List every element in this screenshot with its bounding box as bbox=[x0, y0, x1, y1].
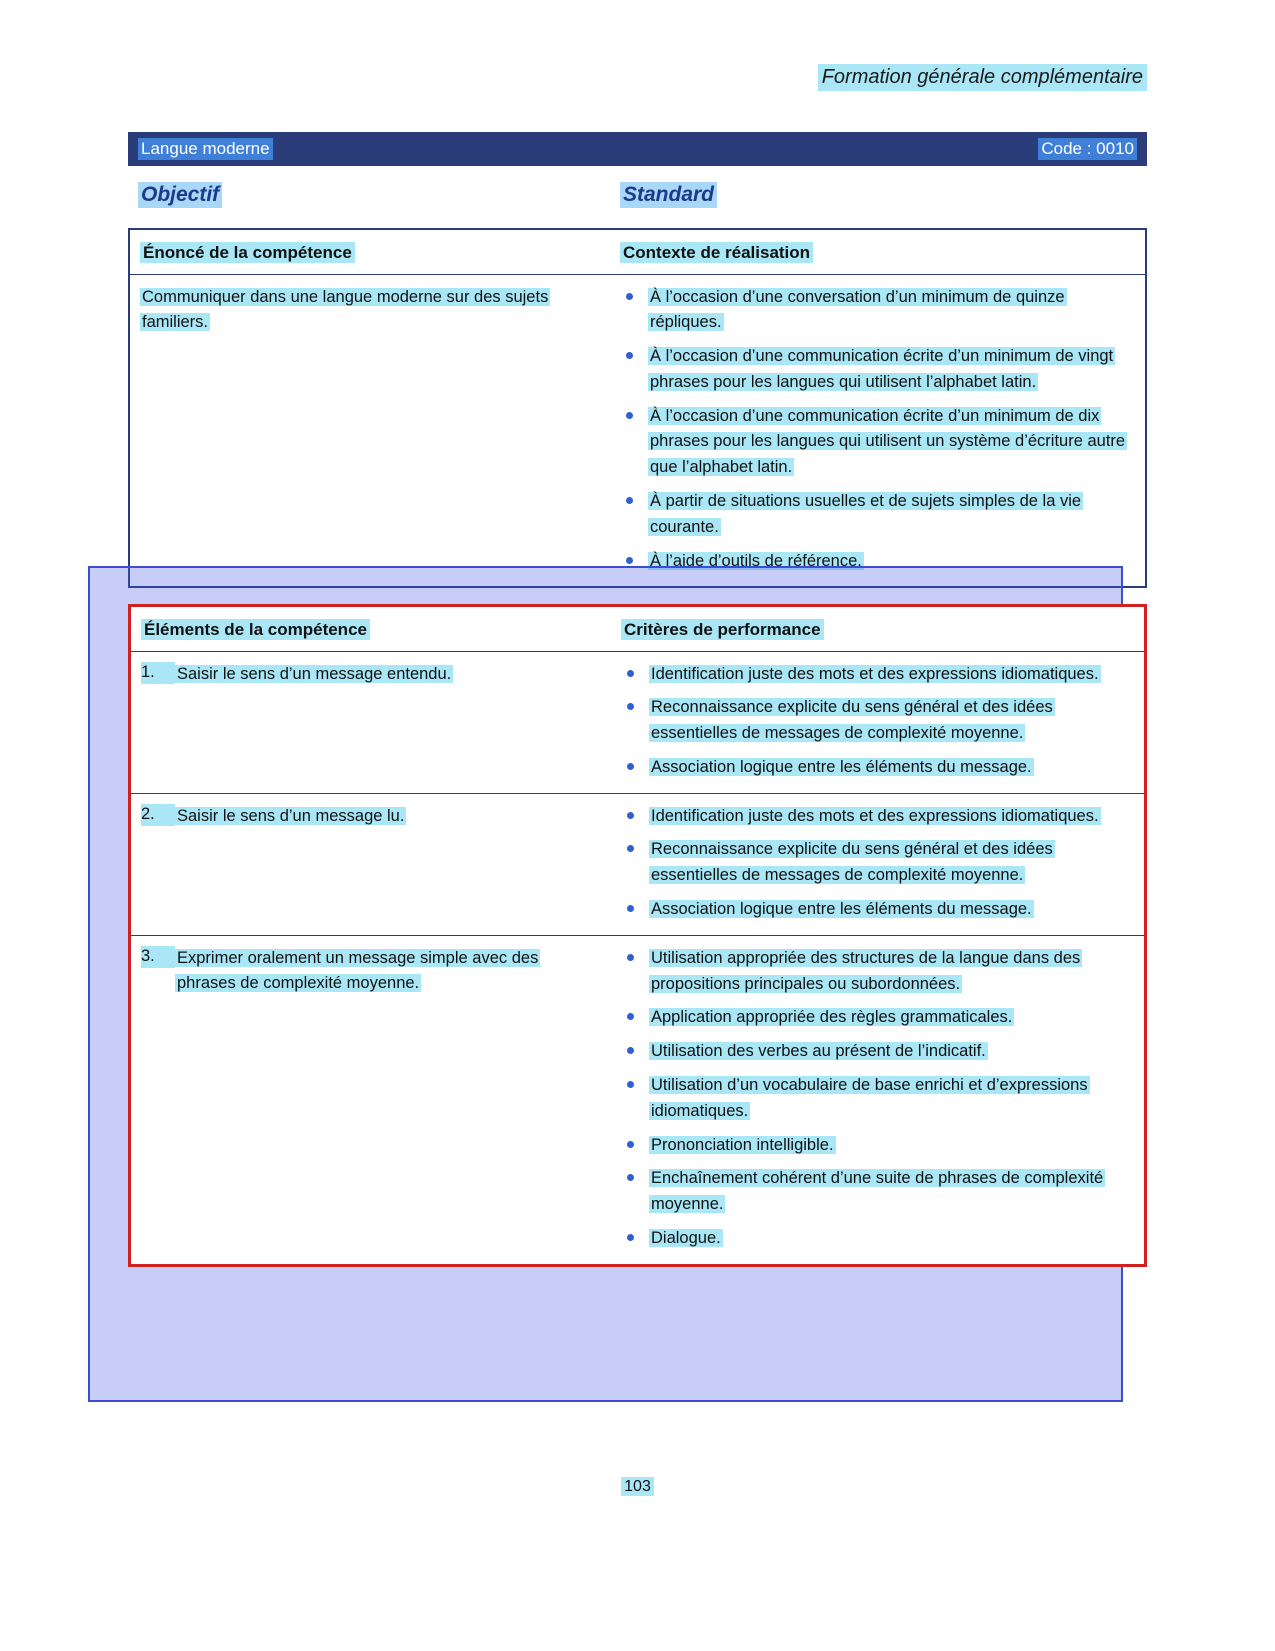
list-item: Application appropriée des règles grammaticales. bbox=[621, 1005, 1130, 1031]
competence-statement-cell: Communiquer dans une langue moderne sur des sujets familiers. bbox=[142, 287, 549, 332]
bullet-icon bbox=[627, 1234, 634, 1241]
list-item: À l’occasion d’une communication écrite d’un minimum de vingt phrases pour les langues qui utilisent l’alphabet latin. bbox=[620, 344, 1131, 396]
standard-label: Standard bbox=[620, 182, 717, 208]
element-number: 3. bbox=[141, 946, 175, 968]
element-number: 1. bbox=[141, 662, 175, 684]
list-item: Reconnaissance explicite du sens général et des idées essentielles de messages de complexité moyenne. bbox=[621, 695, 1130, 747]
page-number bbox=[0, 1478, 1275, 1496]
course-title: Langue moderne bbox=[138, 138, 273, 160]
header-cell-enonce: Énoncé de la compétence bbox=[130, 230, 610, 274]
table-header-row bbox=[131, 607, 1144, 652]
header-cell-criteres: Critères de performance bbox=[611, 607, 1144, 651]
criteres-list bbox=[621, 804, 1130, 923]
list-item: Association logique entre les éléments du message. bbox=[621, 755, 1130, 781]
element-cell: 1. Saisir le sens d’un message entendu. bbox=[141, 662, 452, 683]
bullet-icon bbox=[627, 905, 634, 912]
page-header-section-title: Formation générale complémentaire bbox=[818, 64, 1147, 91]
course-code: Code : 0010 bbox=[1038, 138, 1137, 160]
objectif-label: Objectif bbox=[138, 182, 222, 208]
contexte-list bbox=[620, 285, 1131, 575]
bullet-icon bbox=[626, 497, 633, 504]
competence-table bbox=[128, 228, 1147, 588]
list-item: À l’occasion d’une conversation d’un minimum de quinze répliques. bbox=[620, 285, 1131, 337]
table-header-row bbox=[130, 230, 1145, 275]
bullet-icon bbox=[627, 812, 634, 819]
list-item: Enchaînement cohérent d’une suite de phrases de complexité moyenne. bbox=[621, 1166, 1130, 1218]
elements-competence-table bbox=[128, 604, 1147, 1267]
list-item: À l’occasion d’une communication écrite d’un minimum de dix phrases pour les langues qui utilisent un système d’écriture autre que l’alphabet latin. bbox=[620, 404, 1131, 481]
bullet-icon bbox=[627, 1141, 634, 1148]
criteres-cell bbox=[611, 652, 1144, 793]
bullet-icon bbox=[626, 352, 633, 359]
course-title-bar bbox=[128, 132, 1147, 166]
bullet-icon bbox=[626, 412, 633, 419]
list-item: Utilisation des verbes au présent de l’indicatif. bbox=[621, 1039, 1130, 1065]
list-item: Identification juste des mots et des expressions idiomatiques. bbox=[621, 804, 1130, 830]
list-item: Identification juste des mots et des expressions idiomatiques. bbox=[621, 662, 1130, 688]
criteres-cell bbox=[611, 794, 1144, 935]
list-item: Utilisation d’un vocabulaire de base enrichi et d’expressions idiomatiques. bbox=[621, 1073, 1130, 1125]
header-cell-elements: Éléments de la compétence bbox=[131, 607, 611, 651]
list-item: À partir de situations usuelles et de sujets simples de la vie courante. bbox=[620, 489, 1131, 541]
bullet-icon bbox=[627, 763, 634, 770]
element-number: 2. bbox=[141, 804, 175, 826]
list-item: Utilisation appropriée des structures de la langue dans des propositions principales ou subordonnées. bbox=[621, 946, 1130, 998]
list-item: Dialogue. bbox=[621, 1226, 1130, 1252]
table-row bbox=[131, 652, 1144, 794]
bullet-icon bbox=[627, 670, 634, 677]
bullet-icon bbox=[627, 954, 634, 961]
list-item: Prononciation intelligible. bbox=[621, 1133, 1130, 1159]
criteres-list bbox=[621, 946, 1130, 1252]
element-cell: 3. Exprimer oralement un message simple avec des phrases de complexité moyenne. bbox=[141, 946, 539, 993]
list-item: Association logique entre les éléments du message. bbox=[621, 897, 1130, 923]
page-number-value: 103 bbox=[621, 1477, 654, 1496]
bullet-icon bbox=[627, 1081, 634, 1088]
bullet-icon bbox=[627, 1047, 634, 1054]
criteres-cell bbox=[611, 936, 1144, 1264]
bullet-icon bbox=[627, 703, 634, 710]
table-row bbox=[131, 794, 1144, 936]
bullet-icon bbox=[627, 1013, 634, 1020]
objectif-standard-band bbox=[128, 182, 1147, 212]
list-item: À l’aide d’outils de référence. bbox=[620, 549, 1131, 575]
bullet-icon bbox=[626, 557, 633, 564]
list-item: Reconnaissance explicite du sens général et des idées essentielles de messages de complexité moyenne. bbox=[621, 837, 1130, 889]
header-cell-contexte: Contexte de réalisation bbox=[610, 230, 1145, 274]
table-row bbox=[131, 936, 1144, 1264]
bullet-icon bbox=[626, 293, 633, 300]
bullet-icon bbox=[627, 1174, 634, 1181]
criteres-list bbox=[621, 662, 1130, 781]
contexte-list-cell bbox=[610, 275, 1145, 587]
element-cell: 2. Saisir le sens d’un message lu. bbox=[141, 804, 405, 825]
table-row bbox=[130, 275, 1145, 587]
bullet-icon bbox=[627, 845, 634, 852]
